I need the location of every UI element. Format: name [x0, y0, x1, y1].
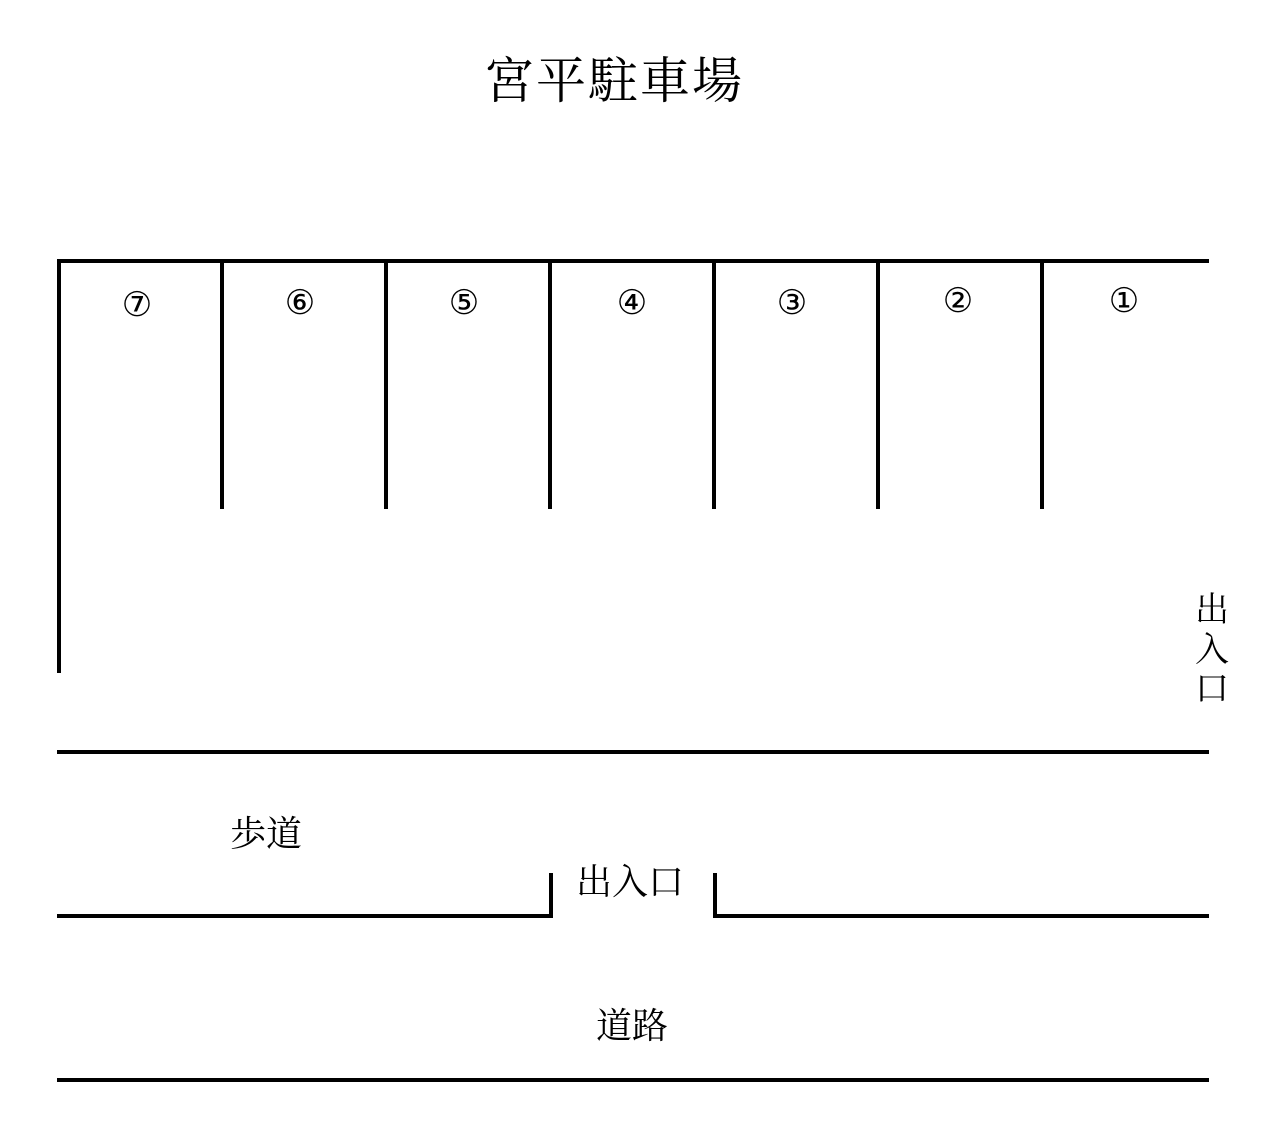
front-entrance-label: 出入口: [575, 862, 685, 903]
space-number-3: ③: [776, 283, 808, 323]
space-number-1: ①: [1108, 281, 1140, 321]
space-number-7: ⑦: [121, 285, 153, 325]
space-number-6: ⑥: [284, 283, 316, 323]
space-number-5: ⑤: [448, 283, 480, 323]
side-entrance-char-2: 入: [1195, 630, 1229, 670]
side-entrance-char-1: 出: [1195, 590, 1229, 630]
space-number-4: ④: [616, 283, 648, 323]
sidewalk-edge-right: [715, 873, 1209, 916]
side-entrance-char-3: 口: [1195, 669, 1229, 709]
road-label: 道路: [595, 1006, 669, 1047]
sidewalk-edge-left: [57, 873, 551, 916]
page-title: 宮平駐車場: [484, 52, 744, 110]
sidewalk-label: 歩道: [229, 814, 303, 855]
space-number-2: ②: [942, 281, 974, 321]
